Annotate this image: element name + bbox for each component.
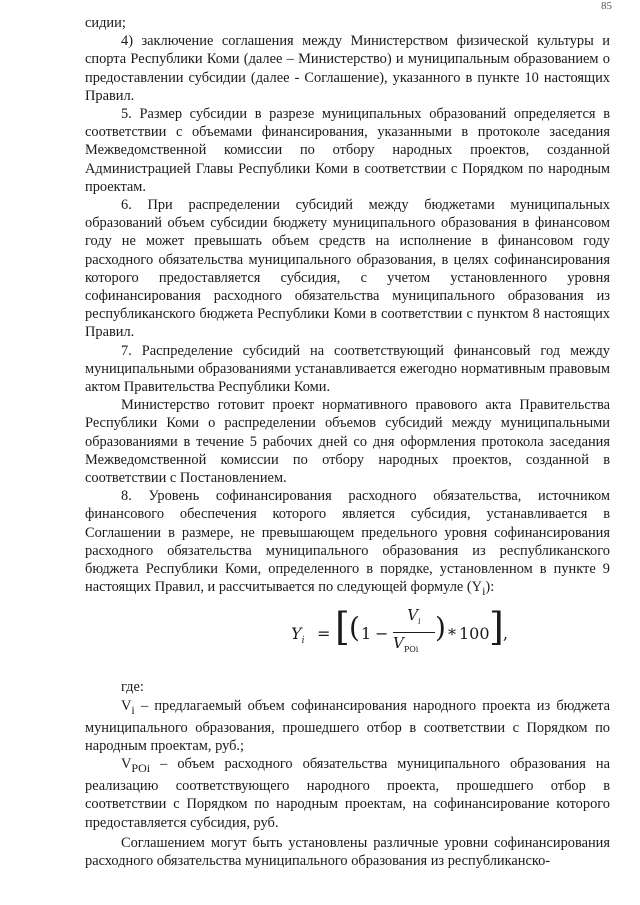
formula-denominator (393, 634, 418, 654)
formula-paren-right: ) (435, 611, 446, 645)
cofinancing-formula (291, 605, 521, 664)
paragraph-4: 4) заключение соглашения между Министерством физической культуры и спорта Республики Коми (далее – Министерство) и муниципальным образованием о предоставлении субсидии (далее - Соглашение), указанного в пункте 10 настоящих Правил. (85, 33, 610, 104)
formula-times: * (448, 625, 456, 645)
formula-hundred: 100 (459, 624, 490, 644)
formula-one: 1 (361, 624, 372, 644)
paragraph-6: 6. При распределении субсидий между бюджетами муниципальных образований объем субсидии бюджету муниципального образования в финансовом году не может превышать объем средств на исполнение в финансовом году расходного обязательства муниципального образования, в целях софинансирования которого предоставляется субсидия, с учетом установленного уровня софинансирования расходного обязательства муниципального образования из республиканского бюджета Республики Коми в соответствии с пунктом 8 настоящих Правил. (85, 197, 610, 341)
formula-denominator-subscript: POi (403, 645, 419, 655)
formula-comma: , (503, 624, 509, 644)
paragraph-7-ministry: Министерство готовит проект нормативного правового акта Правительства Республики Коми о распределении объемов субсидий между муниципальными образованиями в течение 5 рабочих дней со дня оформления протокола заседания Межведомственной комиссии по отбору народных проектов, созданной в соответствии с Постановлением. (85, 397, 610, 487)
paragraph-last: Соглашением могут быть установлены различные уровни софинансирования расходного обязательства муниципального образования из республиканско- (85, 834, 610, 869)
paragraph-7: 7. Распределение субсидий на соответствующий финансовый год между муниципальными образованиями устанавливается ежегодно нормативным правовым актом Правительства Республики Коми. (85, 342, 610, 396)
paragraph-5: 5. Размер субсидии в разрезе муниципальных образований определяется в соответствии с объемами финансирования, указанными в протоколе заседания Межведомственной комиссии по отбору народных проектов, созданной Администрацией Главы Республики Коми в соответствии с Порядком по народным проектам. (85, 106, 610, 195)
vpoi-subscript: POi (131, 760, 151, 775)
formula-lhs-symbol: Y (291, 624, 302, 644)
formula-denominator-symbol: V (393, 634, 404, 653)
formula-bracket-right: ] (489, 605, 504, 650)
formula-paren-left: ( (349, 611, 360, 645)
formula-numerator-subscript: i (418, 617, 421, 627)
document-page (85, 14, 610, 870)
vpoi-text: – объем расходного обязательства муниципального образования на реализацию соответствующего народного проекта, прошедшего отбор в соответствии с Порядком по народным проектам, на софинансирование которого предоставляется субсидия, руб. (85, 756, 610, 831)
paragraph-8-tail: ): (485, 579, 495, 596)
formula-bracket-left: [ (335, 605, 350, 650)
paragraph-8 (85, 487, 610, 600)
where-label: где: (121, 679, 144, 696)
paragraph-8-text: 8. Уровень софинансирования расходного обязательства, источником финансового обеспечения которого является субсидия, устанавливается в Соглашении в размере, не превышающем предельного уровня софинансирования расходного обязательства муниципального образования из республиканского бюджета Республики Коми, определенного в порядке, установленном в пункте 9 настоящих Правил, и рассчитывается по следующей формуле (Y (85, 488, 610, 596)
formula-block (85, 605, 610, 670)
paragraph-intro: сидии; (85, 15, 126, 31)
vi-subscript: i (131, 702, 135, 717)
definition-vpoi (85, 755, 610, 832)
formula-minus: − (375, 624, 389, 644)
formula-fraction-bar (393, 632, 435, 633)
formula-lhs (291, 624, 304, 646)
formula-numerator (395, 606, 433, 626)
page-number: 85 (601, 0, 612, 12)
formula-equals: = (317, 624, 331, 644)
vi-symbol: V (121, 697, 132, 714)
definition-vi (85, 697, 610, 755)
vpoi-symbol: V (121, 756, 132, 773)
formula-lhs-subscript: i (301, 636, 305, 647)
formula-numerator-symbol: V (407, 606, 419, 625)
paragraph-8-subscript: i (482, 584, 486, 599)
vi-text: – предлагаемый объем софинансирования народного проекта из бюджета муниципального образования, прошедшего отбор в соответствии с Порядком по народным проектам, руб.; (85, 697, 610, 754)
